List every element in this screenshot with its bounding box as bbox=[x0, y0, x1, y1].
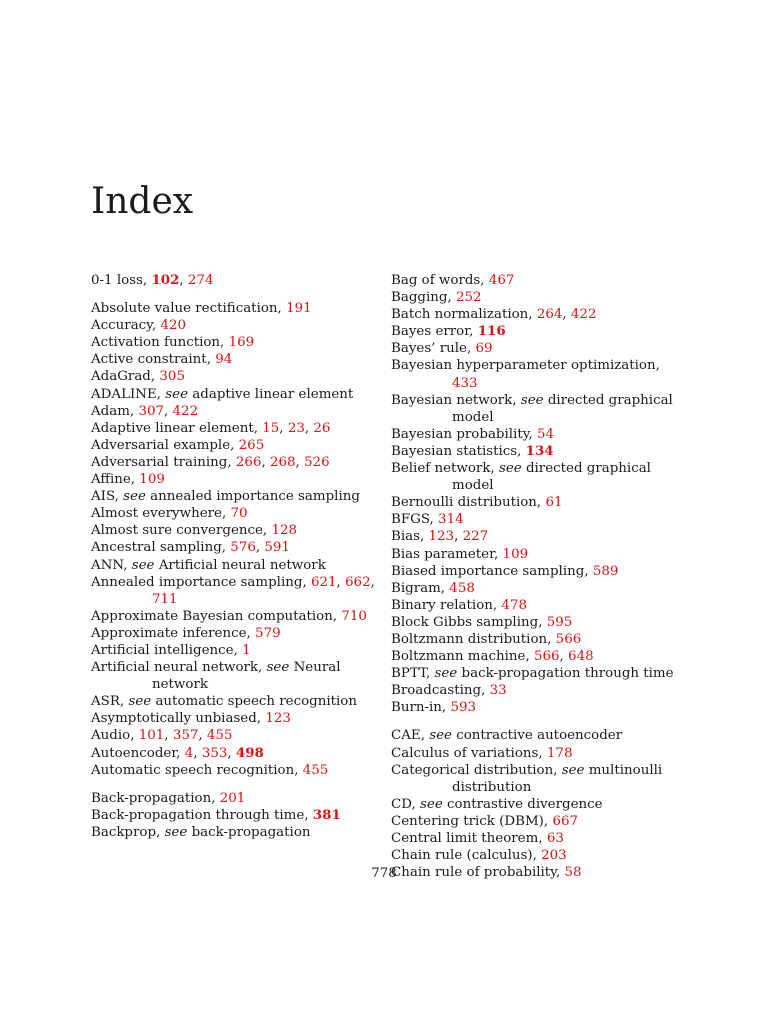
see-label: see bbox=[128, 694, 152, 710]
index-entry: Bayes error, 116 bbox=[391, 323, 506, 340]
index-column-right bbox=[391, 272, 681, 881]
index-term: Bagging bbox=[391, 290, 448, 306]
index-term: Absolute value rectification bbox=[91, 301, 278, 317]
page-ref-link[interactable]: 711 bbox=[152, 591, 178, 607]
index-term: Automatic speech recognition bbox=[91, 762, 295, 778]
index-term: Active constraint bbox=[91, 352, 207, 368]
page-ref-link[interactable]: 1 bbox=[242, 642, 251, 658]
index-entry: Approximate inference, 579 bbox=[91, 625, 281, 641]
index-entry: Boltzmann machine, 566, 648 bbox=[391, 649, 594, 665]
page-ref-link[interactable]: 268 bbox=[269, 454, 296, 470]
index-entry: ADALINE, see adaptive linear element bbox=[91, 386, 354, 402]
index-entry: Audio, 101, 357, 455 bbox=[91, 728, 233, 744]
index-term: BPTT bbox=[391, 666, 426, 682]
index-term: Boltzmann distribution bbox=[391, 631, 548, 647]
index-entry: Binary relation, 478 bbox=[391, 597, 527, 613]
index-term: Artificial intelligence bbox=[91, 642, 234, 658]
index-entry: Biased importance sampling, 589 bbox=[391, 563, 619, 579]
index-entry: Chain rule of probability, 58 bbox=[391, 865, 582, 881]
page-ref-link[interactable]: 169 bbox=[228, 335, 255, 351]
see-target: contrastive divergence bbox=[447, 796, 603, 812]
index-term: Accuracy bbox=[91, 318, 152, 334]
page-ref-link[interactable]: 467 bbox=[488, 273, 515, 288]
see-label: see bbox=[123, 489, 146, 505]
index-entry: Bag of words, 467 bbox=[391, 273, 515, 288]
page-ref-link[interactable]: 102 bbox=[151, 272, 180, 288]
see-label: see bbox=[498, 461, 522, 477]
see-label: see bbox=[420, 796, 443, 812]
page-ref-link[interactable]: 61 bbox=[545, 495, 563, 511]
index-term: Chain rule (calculus) bbox=[391, 848, 533, 864]
index-entry: Centering trick (DBM), 667 bbox=[391, 813, 578, 829]
see-label: see bbox=[165, 386, 189, 402]
index-entry: Adversarial training, 266, 268, 526 bbox=[91, 454, 330, 470]
see-target: adaptive linear element bbox=[192, 386, 354, 402]
page-ref-link[interactable]: 422 bbox=[172, 403, 199, 419]
page-ref-link[interactable]: 101 bbox=[138, 728, 165, 744]
see-target: back-propagation bbox=[191, 824, 311, 840]
index-entry: CAE, see contractive autoencoder bbox=[391, 728, 623, 744]
page-ref-link[interactable]: 252 bbox=[455, 290, 482, 306]
page-ref-link[interactable]: 69 bbox=[475, 341, 493, 357]
index-entry: Bigram, 458 bbox=[391, 580, 475, 596]
index-term: ASR bbox=[91, 694, 120, 710]
index-term: Bias parameter bbox=[391, 546, 495, 562]
index-entry: ANN, see Artificial neural network bbox=[91, 557, 326, 573]
index-entry: Boltzmann distribution, 566 bbox=[391, 631, 582, 647]
page-ref-link[interactable]: 201 bbox=[219, 790, 246, 806]
page-ref-link[interactable]: 305 bbox=[159, 369, 185, 385]
index-entry: BPTT, see back-propagation through time bbox=[391, 666, 674, 682]
page-ref-link[interactable]: 266 bbox=[235, 454, 262, 470]
index-column-left bbox=[91, 272, 381, 841]
page-ref-link[interactable]: 314 bbox=[438, 512, 464, 528]
index-entry: Central limit theorem, 63 bbox=[391, 831, 564, 846]
index-entry: 0-1 loss, 102, 274 bbox=[91, 272, 214, 288]
index-term: Backprop bbox=[91, 824, 157, 840]
index-term: BFGS bbox=[391, 512, 430, 528]
page-ref-link[interactable]: 710 bbox=[341, 608, 367, 624]
see-label: see bbox=[520, 392, 544, 408]
see-target: Artificial neural network bbox=[158, 557, 326, 573]
index-term: Adversarial training bbox=[91, 454, 228, 470]
index-term: Bayesian hyperparameter optimization bbox=[391, 358, 656, 374]
page-ref-link[interactable]: 591 bbox=[264, 540, 290, 556]
index-entry: Broadcasting, 33 bbox=[391, 683, 507, 699]
index-term: Central limit theorem bbox=[391, 831, 539, 846]
index-term: Broadcasting bbox=[391, 683, 482, 699]
see-label: see bbox=[434, 666, 458, 682]
index-entry: Almost sure convergence, 128 bbox=[91, 523, 297, 539]
page-ref-link[interactable]: 420 bbox=[160, 318, 187, 334]
page-ref-link[interactable]: 595 bbox=[546, 614, 573, 630]
see-target: directed graphical model bbox=[452, 392, 673, 425]
page-ref-link[interactable]: 33 bbox=[489, 683, 507, 699]
index-term: Audio bbox=[91, 728, 131, 744]
index-term: Almost sure convergence bbox=[91, 523, 263, 539]
index-term: Bigram bbox=[391, 580, 441, 596]
page-ref-link[interactable]: 227 bbox=[462, 529, 489, 545]
index-term: CD bbox=[391, 796, 412, 812]
index-term: Artificial neural network bbox=[91, 660, 259, 676]
index-term: Biased importance sampling bbox=[391, 563, 585, 579]
page-ref-link[interactable]: 433 bbox=[452, 375, 478, 391]
see-target: directed graphical model bbox=[452, 461, 651, 494]
index-entry: Autoencoder, 4, 353, 498 bbox=[91, 744, 264, 761]
page-ref-link[interactable]: 123 bbox=[428, 529, 455, 545]
index-term: Calculus of variations bbox=[391, 745, 539, 761]
page-ref-link[interactable]: 576 bbox=[230, 540, 256, 556]
page-ref-link[interactable]: 566 bbox=[555, 631, 582, 647]
index-entry: BFGS, 314 bbox=[391, 512, 464, 528]
index-term: Binary relation bbox=[391, 597, 493, 613]
index-entry: ASR, see automatic speech recognition bbox=[91, 694, 357, 710]
page-ref-link[interactable]: 128 bbox=[271, 523, 297, 539]
page-ref-link[interactable]: 648 bbox=[568, 649, 594, 665]
index-term: Approximate Bayesian computation bbox=[91, 608, 333, 624]
index-entry: Back-propagation through time, 381 bbox=[91, 806, 341, 823]
index-entry: Bagging, 252 bbox=[391, 290, 482, 306]
page-title: Index bbox=[91, 181, 194, 222]
index-entry: AIS, see annealed importance sampling bbox=[91, 489, 360, 505]
see-target: back-propagation through time bbox=[461, 666, 674, 682]
index-term: Annealed importance sampling bbox=[91, 574, 303, 590]
index-term: ANN bbox=[91, 557, 124, 573]
index-term: Bernoulli distribution bbox=[391, 495, 537, 511]
index-term: Adam bbox=[91, 403, 130, 419]
index-term: Bag of words bbox=[391, 273, 481, 288]
index-entry: Ancestral sampling, 576, 591 bbox=[91, 540, 290, 556]
index-term: Belief network bbox=[391, 461, 491, 477]
index-entry: Burn-in, 593 bbox=[391, 700, 476, 716]
index-term: Almost everywhere bbox=[91, 506, 222, 522]
page-ref-link[interactable]: 123 bbox=[265, 711, 291, 727]
index-term: Categorical distribution bbox=[391, 762, 554, 778]
page-ref-link[interactable]: 116 bbox=[477, 323, 506, 340]
see-label: see bbox=[429, 728, 452, 744]
index-term: Bias bbox=[391, 529, 420, 545]
index-entry: Automatic speech recognition, 455 bbox=[91, 762, 329, 778]
page-ref-link[interactable]: 422 bbox=[570, 307, 597, 323]
page-ref-link[interactable]: 498 bbox=[235, 744, 264, 761]
page-ref-link[interactable]: 26 bbox=[313, 420, 331, 436]
index-entry: Absolute value rectification, 191 bbox=[91, 301, 312, 317]
page-ref-link[interactable]: 109 bbox=[139, 472, 165, 488]
index-term: Autoencoder bbox=[91, 745, 177, 761]
page-ref-link[interactable]: 662 bbox=[345, 574, 371, 590]
index-entry: Bias parameter, 109 bbox=[391, 546, 529, 562]
index-term: CAE bbox=[391, 728, 421, 744]
index-term: Bayes’ rule bbox=[391, 341, 467, 357]
page-ref-link[interactable]: 621 bbox=[310, 574, 337, 590]
index-term: ADALINE bbox=[91, 386, 157, 402]
index-entry: Chain rule (calculus), 203 bbox=[391, 848, 567, 864]
index-term: Burn-in bbox=[391, 700, 442, 716]
page-ref-link[interactable]: 566 bbox=[533, 649, 560, 665]
page-ref-link[interactable]: 178 bbox=[546, 745, 573, 761]
index-term: Chain rule of probability bbox=[391, 865, 556, 881]
index-entry: Adaptive linear element, 15, 23, 26 bbox=[91, 420, 331, 436]
index-term: Batch normalization bbox=[391, 307, 529, 323]
index-term: Adversarial example bbox=[91, 437, 231, 453]
index-entry: Annealed importance sampling, 621, 662, 711 bbox=[91, 574, 375, 607]
page-ref-link[interactable]: 203 bbox=[541, 848, 567, 864]
page-ref-link[interactable]: 478 bbox=[501, 597, 527, 613]
index-term: Ancestral sampling bbox=[91, 540, 222, 556]
page-ref-link[interactable]: 265 bbox=[238, 437, 265, 453]
see-target: contractive autoencoder bbox=[456, 728, 623, 744]
index-entry: Bayesian network, see directed graphical model bbox=[391, 392, 673, 425]
page-ref-link[interactable]: 23 bbox=[287, 420, 305, 436]
page-ref-link[interactable]: 4 bbox=[184, 745, 194, 761]
index-entry: Bayesian statistics, 134 bbox=[391, 442, 554, 459]
page-number: 778 bbox=[371, 866, 397, 881]
page-ref-link[interactable]: 307 bbox=[138, 403, 165, 419]
index-entry: Batch normalization, 264, 422 bbox=[391, 307, 597, 323]
index-term: Bayes error bbox=[391, 324, 470, 340]
see-target: multinoulli distribution bbox=[452, 762, 663, 795]
index-term: Back-propagation through time bbox=[91, 807, 305, 823]
index-term: Asymptotically unbiased bbox=[91, 711, 257, 727]
page-ref-link[interactable]: 589 bbox=[592, 563, 619, 579]
see-label: see bbox=[561, 762, 585, 778]
index-entry: Adam, 307, 422 bbox=[91, 403, 199, 419]
see-label: see bbox=[266, 660, 290, 676]
index-term: 0-1 loss bbox=[91, 273, 143, 288]
index-entry: Bias, 123, 227 bbox=[391, 529, 489, 545]
index-entry: Belief network, see directed graphical model bbox=[391, 461, 651, 494]
index-entry: Asymptotically unbiased, 123 bbox=[91, 711, 291, 727]
index-term: Boltzmann machine bbox=[391, 649, 526, 665]
index-entry: Calculus of variations, 178 bbox=[391, 745, 573, 761]
page-ref-link[interactable]: 353 bbox=[201, 745, 228, 761]
index-entry: Affine, 109 bbox=[91, 472, 165, 488]
index-entry: AdaGrad, 305 bbox=[91, 369, 185, 385]
page-ref-link[interactable]: 381 bbox=[312, 806, 341, 823]
page-ref-link[interactable]: 264 bbox=[536, 307, 563, 323]
index-term: Affine bbox=[91, 472, 131, 488]
index-entry: Artificial neural network, see Neural network bbox=[91, 660, 341, 693]
index-term: AdaGrad bbox=[91, 369, 151, 385]
index-entry: Bayesian hyperparameter optimization, 433 bbox=[391, 358, 660, 391]
index-entry: Accuracy, 420 bbox=[91, 318, 187, 334]
page-ref-link[interactable]: 58 bbox=[564, 865, 582, 881]
index-entry: Bayesian probability, 54 bbox=[391, 426, 555, 442]
index-term: Adaptive linear element bbox=[91, 420, 254, 436]
page-ref-link[interactable]: 357 bbox=[172, 728, 199, 744]
index-entry: Back-propagation, 201 bbox=[91, 790, 246, 806]
index-entry: Adversarial example, 265 bbox=[91, 437, 265, 453]
page-ref-link[interactable]: 191 bbox=[286, 301, 312, 317]
index-entry: Bernoulli distribution, 61 bbox=[391, 495, 563, 511]
index-entry: Active constraint, 94 bbox=[91, 352, 233, 368]
index-entry: Block Gibbs sampling, 595 bbox=[391, 614, 573, 630]
index-entry: Backprop, see back-propagation bbox=[91, 824, 311, 840]
index-term: Approximate inference bbox=[91, 625, 247, 641]
index-term: Bayesian statistics bbox=[391, 443, 518, 459]
index-entry: CD, see contrastive divergence bbox=[391, 796, 603, 812]
page-ref-link[interactable]: 526 bbox=[304, 454, 330, 470]
index-entry: Almost everywhere, 70 bbox=[91, 506, 248, 522]
index-term: Back-propagation bbox=[91, 790, 212, 806]
index-term: Bayesian network bbox=[391, 392, 513, 408]
page-ref-link[interactable]: 15 bbox=[262, 420, 280, 436]
page-ref-link[interactable]: 458 bbox=[449, 580, 475, 596]
see-label: see bbox=[131, 557, 155, 573]
index-term: Centering trick (DBM) bbox=[391, 813, 544, 829]
see-target: Neural network bbox=[152, 660, 341, 693]
index-term: AIS bbox=[91, 489, 115, 505]
index-entry: Artificial intelligence, 1 bbox=[91, 642, 251, 658]
page-ref-link[interactable]: 274 bbox=[187, 273, 214, 288]
index-entry: Activation function, 169 bbox=[91, 335, 255, 351]
index-entry: Categorical distribution, see multinoulli distribution bbox=[391, 762, 663, 795]
page-ref-link[interactable]: 667 bbox=[552, 813, 578, 829]
page-ref-link[interactable]: 593 bbox=[450, 700, 476, 716]
index-term: Bayesian probability bbox=[391, 426, 529, 442]
page-ref-link[interactable]: 70 bbox=[230, 506, 248, 522]
page-ref-link[interactable]: 455 bbox=[302, 762, 329, 778]
index-entry: Approximate Bayesian computation, 710 bbox=[91, 608, 367, 624]
page-ref-link[interactable]: 63 bbox=[546, 831, 564, 846]
see-label: see bbox=[164, 824, 188, 840]
page-ref-link[interactable]: 109 bbox=[502, 546, 529, 562]
page-ref-link[interactable]: 54 bbox=[537, 426, 555, 442]
page-ref-link[interactable]: 455 bbox=[206, 728, 233, 744]
index-term: Activation function bbox=[91, 335, 221, 351]
page-ref-link[interactable]: 134 bbox=[525, 442, 554, 459]
see-target: automatic speech recognition bbox=[155, 694, 357, 710]
page-ref-link[interactable]: 579 bbox=[255, 625, 281, 641]
index-term: Block Gibbs sampling bbox=[391, 614, 539, 630]
page-ref-link[interactable]: 94 bbox=[215, 352, 233, 368]
index-entry: Bayes’ rule, 69 bbox=[391, 341, 493, 357]
see-target: annealed importance sampling bbox=[150, 489, 360, 505]
